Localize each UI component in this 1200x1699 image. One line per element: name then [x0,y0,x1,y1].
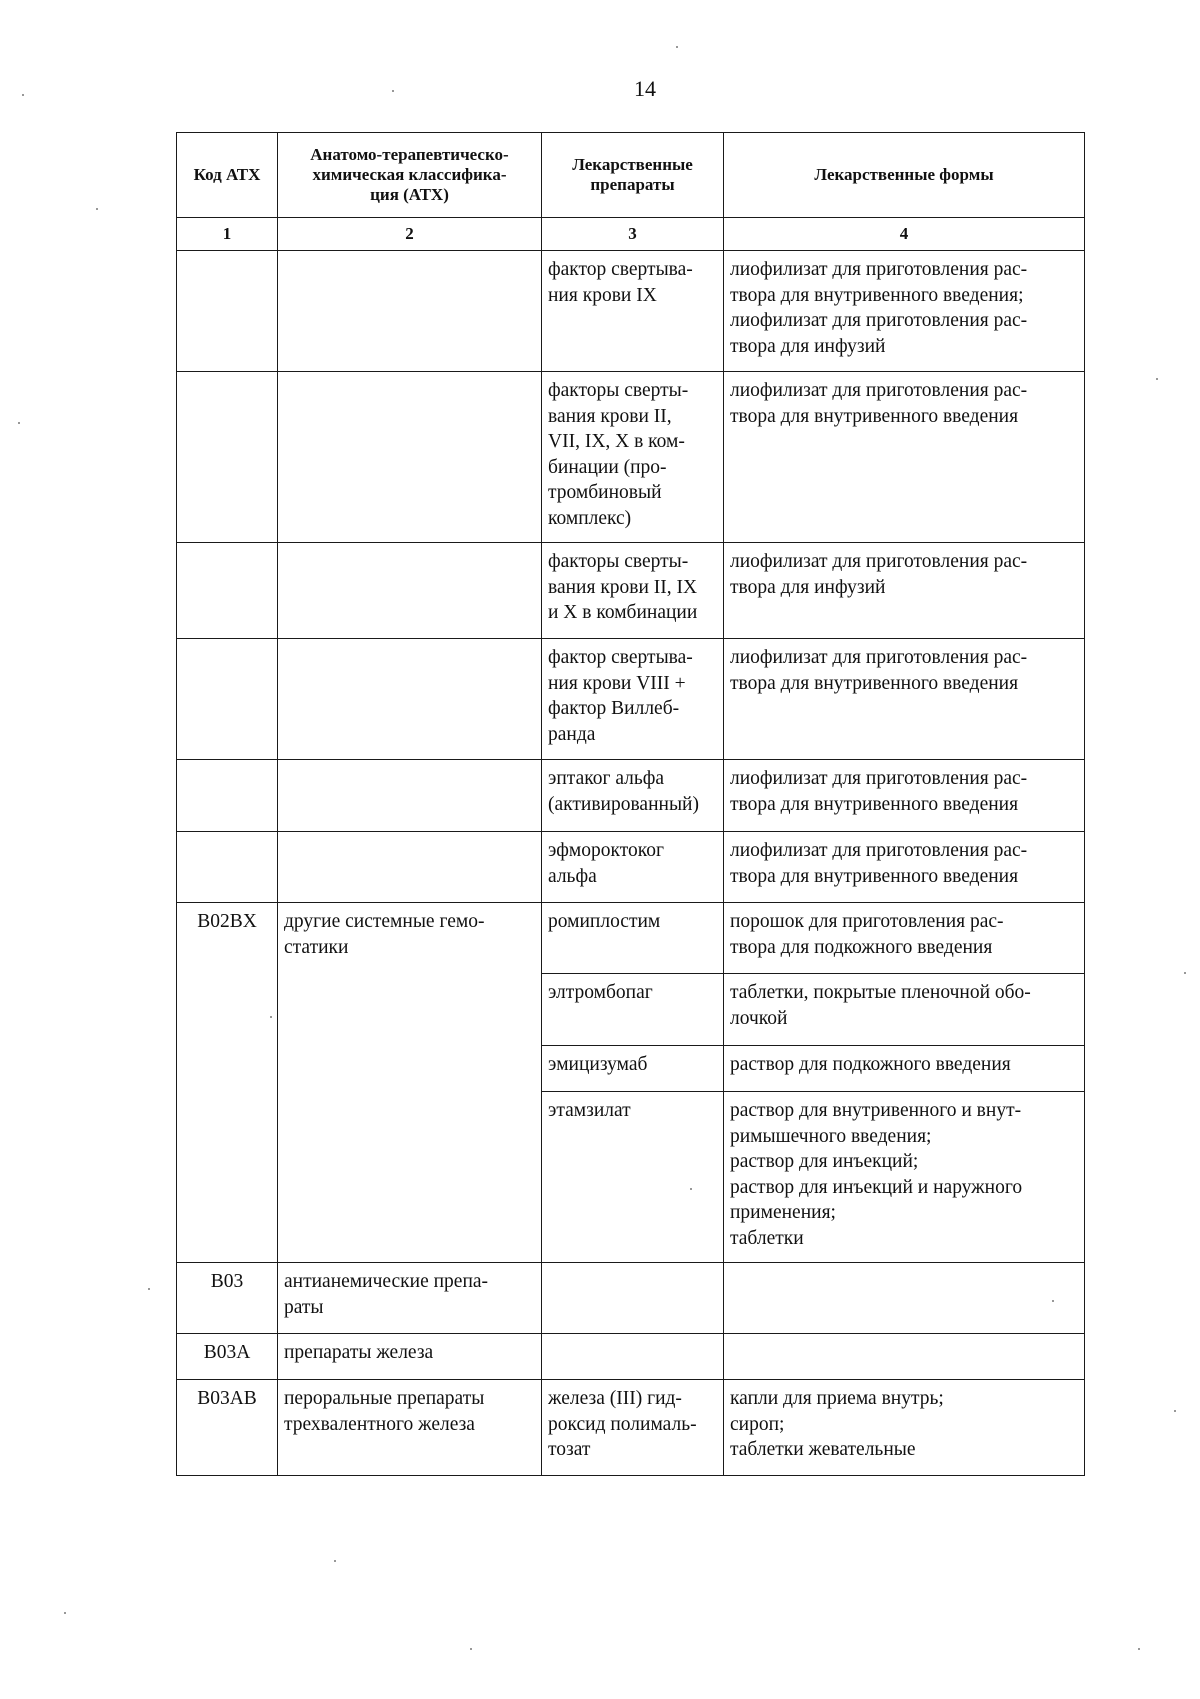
drug-name-cell-line: и X в комбинации [548,602,698,623]
drug-name-cell [542,1263,724,1334]
atc-code-cell [177,760,278,832]
atc-code-cell [177,639,278,760]
dosage-form-cell-line: капли для приема внутрь; [730,1388,944,1409]
drug-name-cell-line: факторы сверты- [548,551,689,572]
atc-class-cell [278,372,542,543]
table-row [177,251,1085,372]
drug-name-cell-line: эфмороктоког [548,840,664,861]
drug-name-cell-line: фактор свертыва- [548,259,693,280]
atc-class-cell [278,1263,542,1334]
drug-name-cell-line: ния крови IX [548,284,657,306]
atc-class-cell [278,639,542,760]
speckle [470,1648,472,1650]
atc-code-cell: B03A [177,1334,278,1380]
drug-name-cell-line: VII, IX, X в ком- [548,431,685,452]
dosage-form-cell-line: таблетки жевательные [730,1439,916,1460]
atc-class-cell-line: пероральные препараты [284,1388,485,1409]
atc-class-cell [278,1380,542,1476]
dosage-form-cell-line: порошок для приготовления рас- [730,911,1004,932]
atc-class-cell [278,760,542,832]
drug-name-cell [542,974,724,1046]
atc-class-cell [278,1334,542,1380]
column-number: 3 [542,218,724,251]
speckle [1138,1648,1140,1650]
drug-name-cell [542,760,724,832]
table-body [177,251,1085,1476]
page-number: 14 [634,76,656,101]
atc-code-cell [177,372,278,543]
atc-class-cell-line: антианемические препа- [284,1271,489,1292]
drug-name-cell [542,1092,724,1263]
drug-name-cell [542,832,724,903]
dosage-form-cell [724,251,1085,372]
table-row [177,1380,1085,1476]
drug-name-cell-line: элтромбопаг [548,982,653,1003]
dosage-form-cell-line: лиофилизат для приготовления рас- [730,259,1028,280]
speckle [270,1016,272,1018]
atc-class-cell-line: другие системные гемо- [284,911,485,932]
dosage-form-cell-line: твора для внутривенного введения; [730,284,1024,306]
drug-name-cell [542,543,724,639]
drug-name-cell [542,372,724,543]
dosage-form-cell-line: раствор для подкожного введения [730,1054,1011,1075]
dosage-form-cell-line: применения; [730,1202,836,1223]
atc-class-cell-line: статики [284,936,349,958]
dosage-form-cell [724,903,1085,974]
atc-class-cell [278,251,542,372]
dosage-form-cell-line: раствор для инъекций; [730,1151,919,1172]
speckle [1184,972,1186,974]
drug-name-cell [542,1380,724,1476]
dosage-form-cell [724,974,1085,1046]
header-dosage-forms: Лекарственные формы [724,133,1085,218]
drug-name-cell-line: фактор свертыва- [548,647,693,668]
drug-name-cell-line: бинации (про- [548,456,667,478]
dosage-form-cell-line: таблетки [730,1227,804,1249]
header-atc-code: Код АТХ [177,133,278,218]
dosage-form-cell [724,1092,1085,1263]
dosage-form-cell-line: лиофилизат для приготовления рас- [730,380,1028,401]
speckle [96,208,98,210]
dosage-form-cell-line: римышечного введения; [730,1125,932,1147]
header-atc-classification: Анатомо-терапевтическо- химическая классифика- ция (АТХ) [278,133,542,218]
drug-name-cell-line: фактор Виллеб- [548,698,680,719]
dosage-form-cell [724,832,1085,903]
atc-code-cell [177,832,278,903]
dosage-form-cell-line: твора для внутривенного введения [730,793,1019,815]
dosage-form-cell-line: твора для инфузий [730,335,886,357]
drug-name-cell [542,251,724,372]
dosage-form-cell [724,1263,1085,1334]
dosage-form-cell-line: сироп; [730,1413,785,1435]
atc-code-cell: B02BX [177,903,278,1263]
dosage-form-cell [724,1380,1085,1476]
dosage-form-cell-line: твора для внутривенного введения [730,405,1019,427]
dosage-form-cell-line: твора для подкожного введения [730,936,993,958]
drug-name-cell-line: железа (III) гид- [548,1388,682,1409]
dosage-form-cell-line: твора для внутривенного введения [730,672,1019,694]
speckle [148,1288,150,1290]
drug-name-cell-line: вания крови II, [548,405,672,427]
dosage-form-cell-line: твора для инфузий [730,576,886,598]
drug-name-cell-line: эмицизумаб [548,1054,648,1075]
header-drugs: Лекарственные препараты [542,133,724,218]
column-number: 4 [724,218,1085,251]
atc-drug-table [176,132,1085,1476]
dosage-form-cell [724,1046,1085,1092]
drug-name-cell-line: ранда [548,723,596,745]
drug-name-cell-line: тозат [548,1439,591,1460]
column-number: 1 [177,218,278,251]
table-row [177,760,1085,832]
column-number-row [177,218,1085,251]
table-row [177,832,1085,903]
atc-class-cell-line: препараты железа [284,1342,434,1363]
table-row [177,372,1085,543]
dosage-form-cell-line: лиофилизат для приготовления рас- [730,310,1028,331]
drug-name-cell-line: (активированный) [548,793,699,815]
table-row [177,1334,1085,1380]
drug-name-cell-line: ния крови VIII + [548,672,686,694]
speckle [1156,378,1158,380]
speckle [18,422,20,424]
dosage-form-cell [724,639,1085,760]
speckle [22,94,24,96]
table-row [177,1263,1085,1334]
drug-name-cell [542,1334,724,1380]
dosage-form-cell-line: лиофилизат для приготовления рас- [730,551,1028,572]
dosage-form-cell-line: лочкой [730,1007,788,1029]
atc-code-cell: B03 [177,1263,278,1334]
atc-class-cell-line: трехвалентного железа [284,1413,475,1435]
speckle [1052,1300,1054,1302]
dosage-form-cell-line: лиофилизат для приготовления рас- [730,840,1028,861]
atc-class-cell [278,543,542,639]
drug-name-cell-line: ромиплостим [548,911,661,932]
speckle [392,90,394,92]
dosage-form-cell-line: таблетки, покрытые пленочной обо- [730,982,1031,1003]
drug-name-cell-line: факторы сверты- [548,380,689,401]
drug-name-cell-line: вания крови II, IX [548,576,698,598]
drug-name-cell-line: роксид полималь- [548,1413,697,1435]
drug-name-cell-line: тромбиновый [548,482,662,503]
speckle [1174,1410,1176,1412]
atc-code-cell: B03AB [177,1380,278,1476]
drug-name-cell-line: эптаког альфа [548,768,665,789]
speckle [676,46,678,48]
speckle [334,1560,336,1562]
dosage-form-cell [724,1334,1085,1380]
table-row [177,903,1085,974]
dosage-form-cell [724,372,1085,543]
atc-class-cell-line: раты [284,1296,324,1318]
atc-class-cell [278,903,542,1263]
atc-class-cell [278,832,542,903]
drug-name-cell [542,1046,724,1092]
table-row [177,639,1085,760]
dosage-form-cell-line: лиофилизат для приготовления рас- [730,768,1028,789]
table-row [177,543,1085,639]
drug-name-cell [542,903,724,974]
dosage-form-cell-line: твора для внутривенного введения [730,865,1019,887]
column-number: 2 [278,218,542,251]
dosage-form-cell-line: раствор для инъекций и наружного [730,1176,1023,1198]
drug-name-cell [542,639,724,760]
atc-code-cell [177,543,278,639]
atc-code-cell [177,251,278,372]
drug-name-cell-line: комплекс) [548,507,632,529]
dosage-form-cell-line: лиофилизат для приготовления рас- [730,647,1028,668]
speckle [64,1612,66,1614]
table-header-row [177,133,1085,218]
drug-name-cell-line: этамзилат [548,1100,631,1121]
drug-name-cell-line: альфа [548,865,597,887]
dosage-form-cell [724,760,1085,832]
dosage-form-cell [724,543,1085,639]
dosage-form-cell-line: раствор для внутривенного и внут- [730,1100,1022,1121]
speckle [690,1188,692,1190]
